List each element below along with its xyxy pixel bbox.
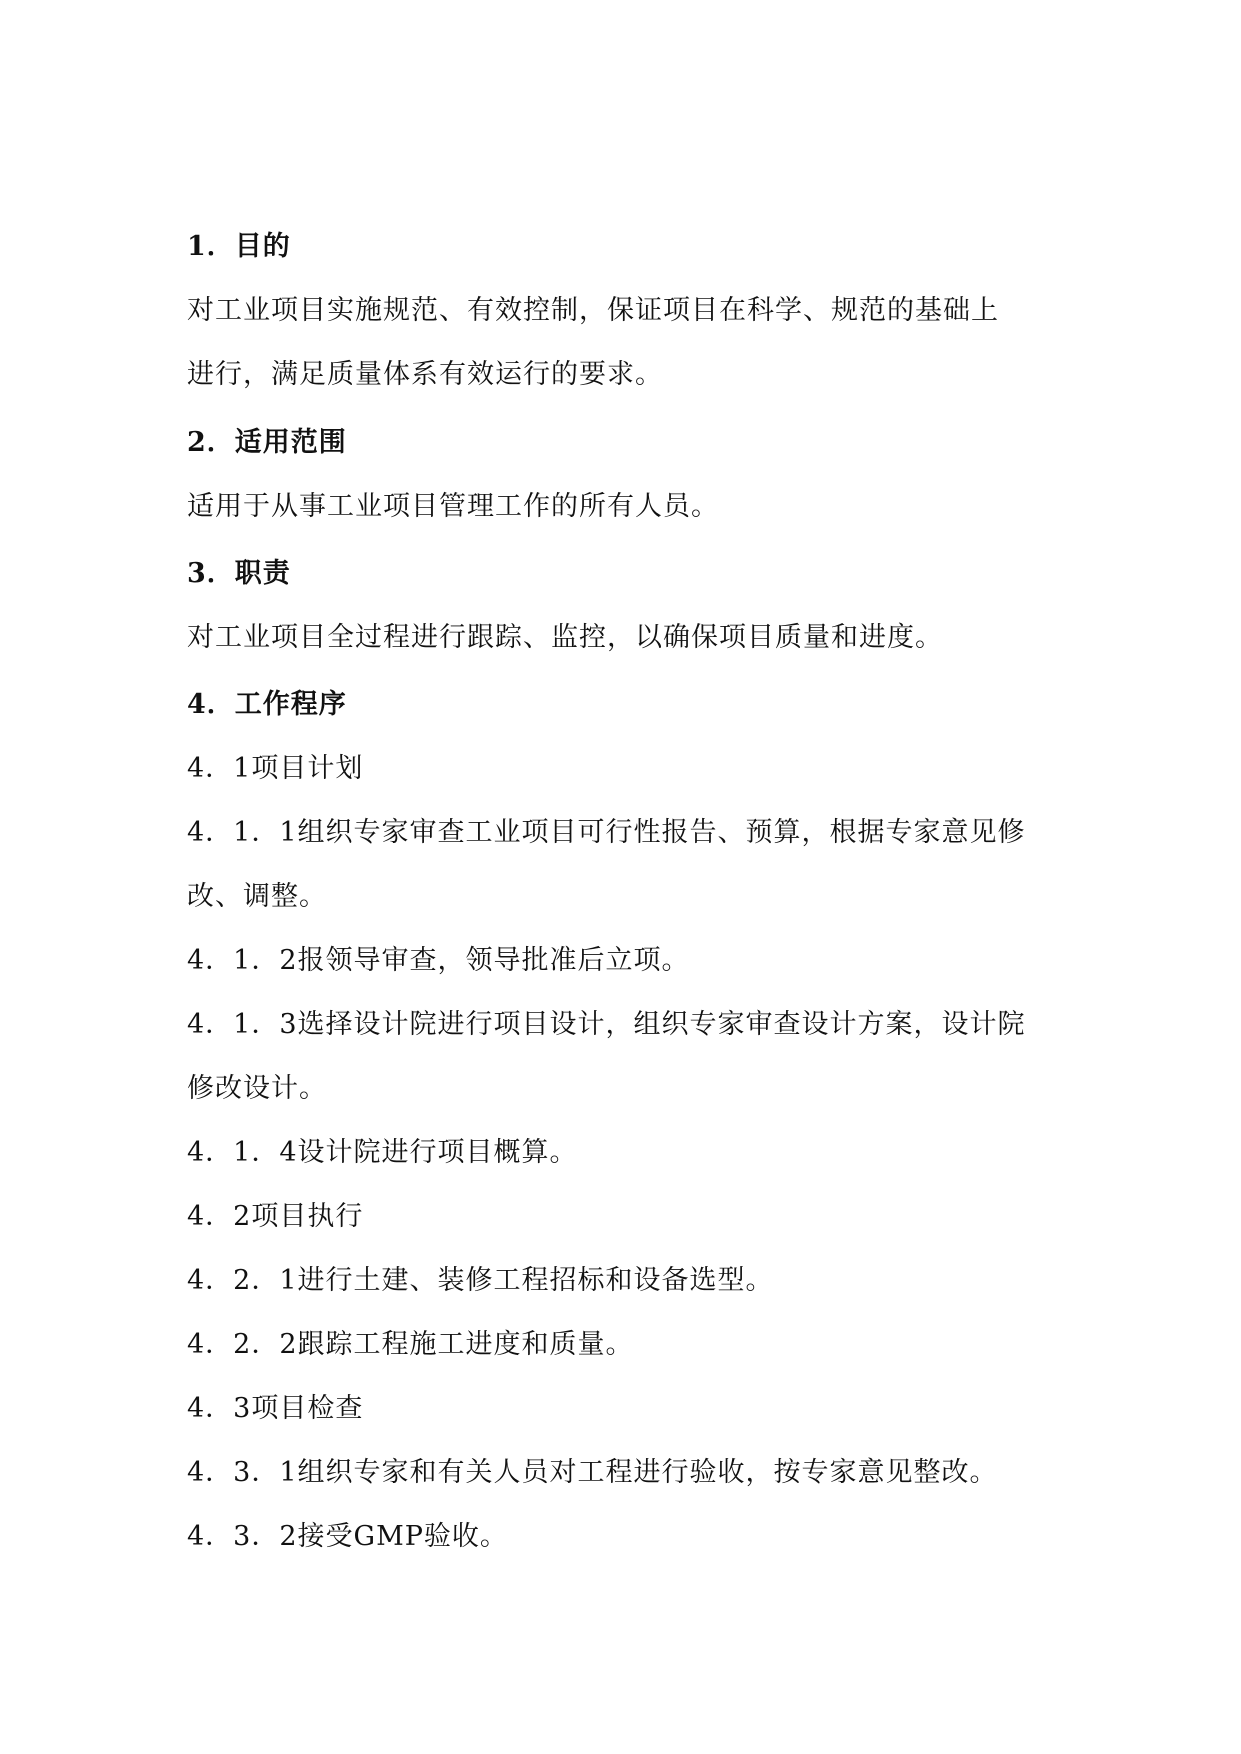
subsection-project-inspection: 4．3项目检查 [187, 1393, 364, 1424]
item-4-1-3-line-1: 4．1．3选择设计院进行项目设计，组织专家审查设计方案，设计院 [187, 1009, 1026, 1040]
item-4-2-1: 4．2．1进行土建、装修工程招标和设备选型。 [187, 1265, 774, 1296]
item-4-1-1-line-2: 改、调整。 [187, 881, 327, 912]
item-4-1-3-line-2: 修改设计。 [187, 1073, 327, 1104]
item-4-1-2: 4．1．2报领导审查，领导批准后立项。 [187, 945, 690, 976]
paragraph-purpose-line-1: 对工业项目实施规范、有效控制，保证项目在科学、规范的基础上 [187, 295, 999, 326]
item-4-3-2: 4．3．2接受GMP验收。 [187, 1521, 508, 1552]
item-4-1-4: 4．1．4设计院进行项目概算。 [187, 1137, 578, 1168]
section-heading-purpose: 1．目的 [187, 231, 291, 262]
section-heading-scope: 2．适用范围 [187, 427, 347, 458]
paragraph-purpose-line-2: 进行，满足质量体系有效运行的要求。 [187, 359, 663, 390]
item-4-2-2: 4．2．2跟踪工程施工进度和质量。 [187, 1329, 634, 1360]
section-heading-procedure: 4．工作程序 [187, 689, 347, 720]
paragraph-responsibility: 对工业项目全过程进行跟踪、监控，以确保项目质量和进度。 [187, 622, 943, 653]
item-4-1-1-line-1: 4．1．1组织专家审查工业项目可行性报告、预算，根据专家意见修 [187, 817, 1026, 848]
subsection-project-execution: 4．2项目执行 [187, 1201, 364, 1232]
item-4-3-1: 4．3．1组织专家和有关人员对工程进行验收，按专家意见整改。 [187, 1457, 998, 1488]
section-heading-responsibility: 3．职责 [187, 558, 291, 589]
paragraph-scope: 适用于从事工业项目管理工作的所有人员。 [187, 491, 719, 522]
subsection-project-plan: 4．1项目计划 [187, 753, 364, 784]
